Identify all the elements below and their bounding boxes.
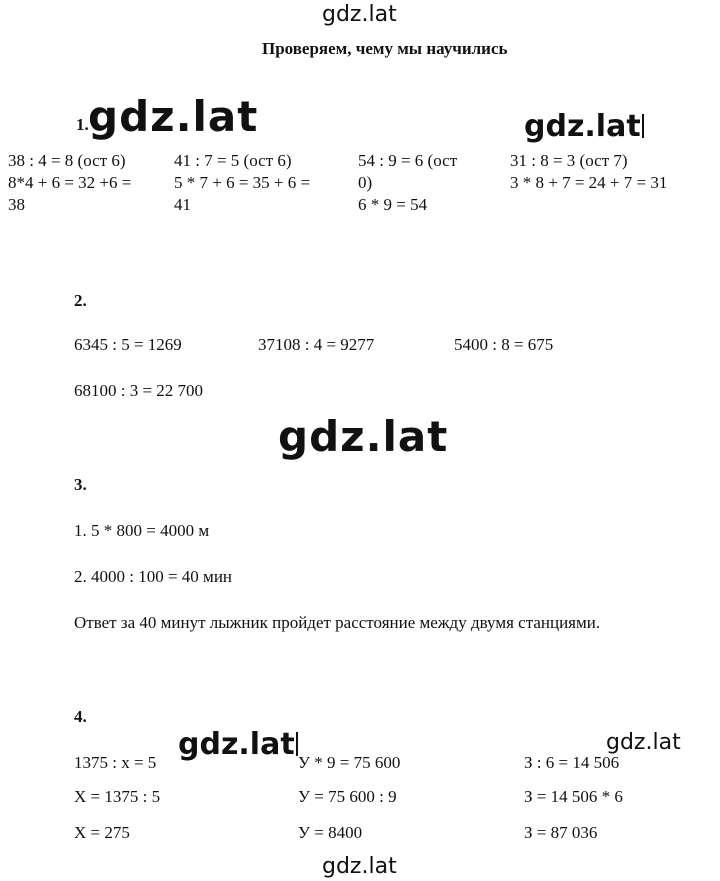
task-1-column-1 [8, 150, 131, 216]
watermark-task4-left: gdz.lat [178, 730, 298, 760]
task-1-column-3 [358, 150, 457, 216]
task-4-col2-line2: У = 75 600 : 9 [298, 787, 397, 806]
line: 0) [358, 173, 373, 192]
task-4-col2-line1: У * 9 = 75 600 [298, 753, 401, 772]
task-3-step-1: 1. 5 * 800 = 4000 м [74, 521, 210, 540]
line: 41 [174, 195, 191, 214]
task-2-expression-1: 6345 : 5 = 1269 [74, 335, 182, 354]
task-2-expression-2: 37108 : 4 = 9277 [258, 335, 375, 354]
watermark-center: gdz.lat [278, 412, 449, 461]
line: 5 * 7 + 6 = 35 + 6 = [174, 173, 311, 192]
task-1-number: 1. [76, 115, 89, 134]
watermark-task4-right: gdz.lat [606, 730, 681, 755]
task-4-col1-line1: 1375 : x = 5 [74, 753, 157, 772]
task-4-col3-line3: З = 87 036 [524, 823, 598, 842]
line: 31 : 8 = 3 (ост 7) [510, 151, 628, 170]
task-1-column-2 [174, 150, 310, 216]
page-title: Проверяем, чему мы научились [262, 39, 508, 58]
task-2-number: 2. [74, 291, 87, 310]
task-4-col1-line3: X = 275 [74, 823, 130, 842]
task-4-col2-line3: У = 8400 [298, 823, 363, 842]
line: 8*4 + 6 = 32 +6 = [8, 173, 132, 192]
task-4-col3-line2: З = 14 506 * 6 [524, 787, 623, 806]
watermark-large-left: gdz.lat [88, 92, 259, 141]
watermark-right: gdz.lat [524, 112, 644, 142]
line: 41 : 7 = 5 (ост 6) [174, 151, 292, 170]
line: 38 : 4 = 8 (ост 6) [8, 151, 126, 170]
task-2-expression-3: 5400 : 8 = 675 [454, 335, 554, 354]
line: 38 [8, 195, 25, 214]
task-3-number: 3. [74, 475, 87, 494]
watermark-top: gdz.lat [322, 2, 397, 27]
line: 6 * 9 = 54 [358, 195, 428, 214]
task-1-column-4 [510, 150, 667, 194]
line: 54 : 9 = 6 (ост [358, 151, 458, 170]
task-4-number: 4. [74, 707, 87, 726]
task-3-answer: Ответ за 40 минут лыжник пройдет расстояние между двумя станциями. [74, 613, 601, 632]
line: 3 * 8 + 7 = 24 + 7 = 31 [510, 173, 668, 192]
task-4-col3-line1: З : 6 = 14 506 [524, 753, 620, 772]
task-4-col1-line2: X = 1375 : 5 [74, 787, 161, 806]
task-3-step-2: 2. 4000 : 100 = 40 мин [74, 567, 233, 586]
task-2-expression-4: 68100 : 3 = 22 700 [74, 381, 204, 400]
watermark-bottom: gdz.lat [322, 854, 397, 879]
cursor-mark [642, 114, 644, 138]
